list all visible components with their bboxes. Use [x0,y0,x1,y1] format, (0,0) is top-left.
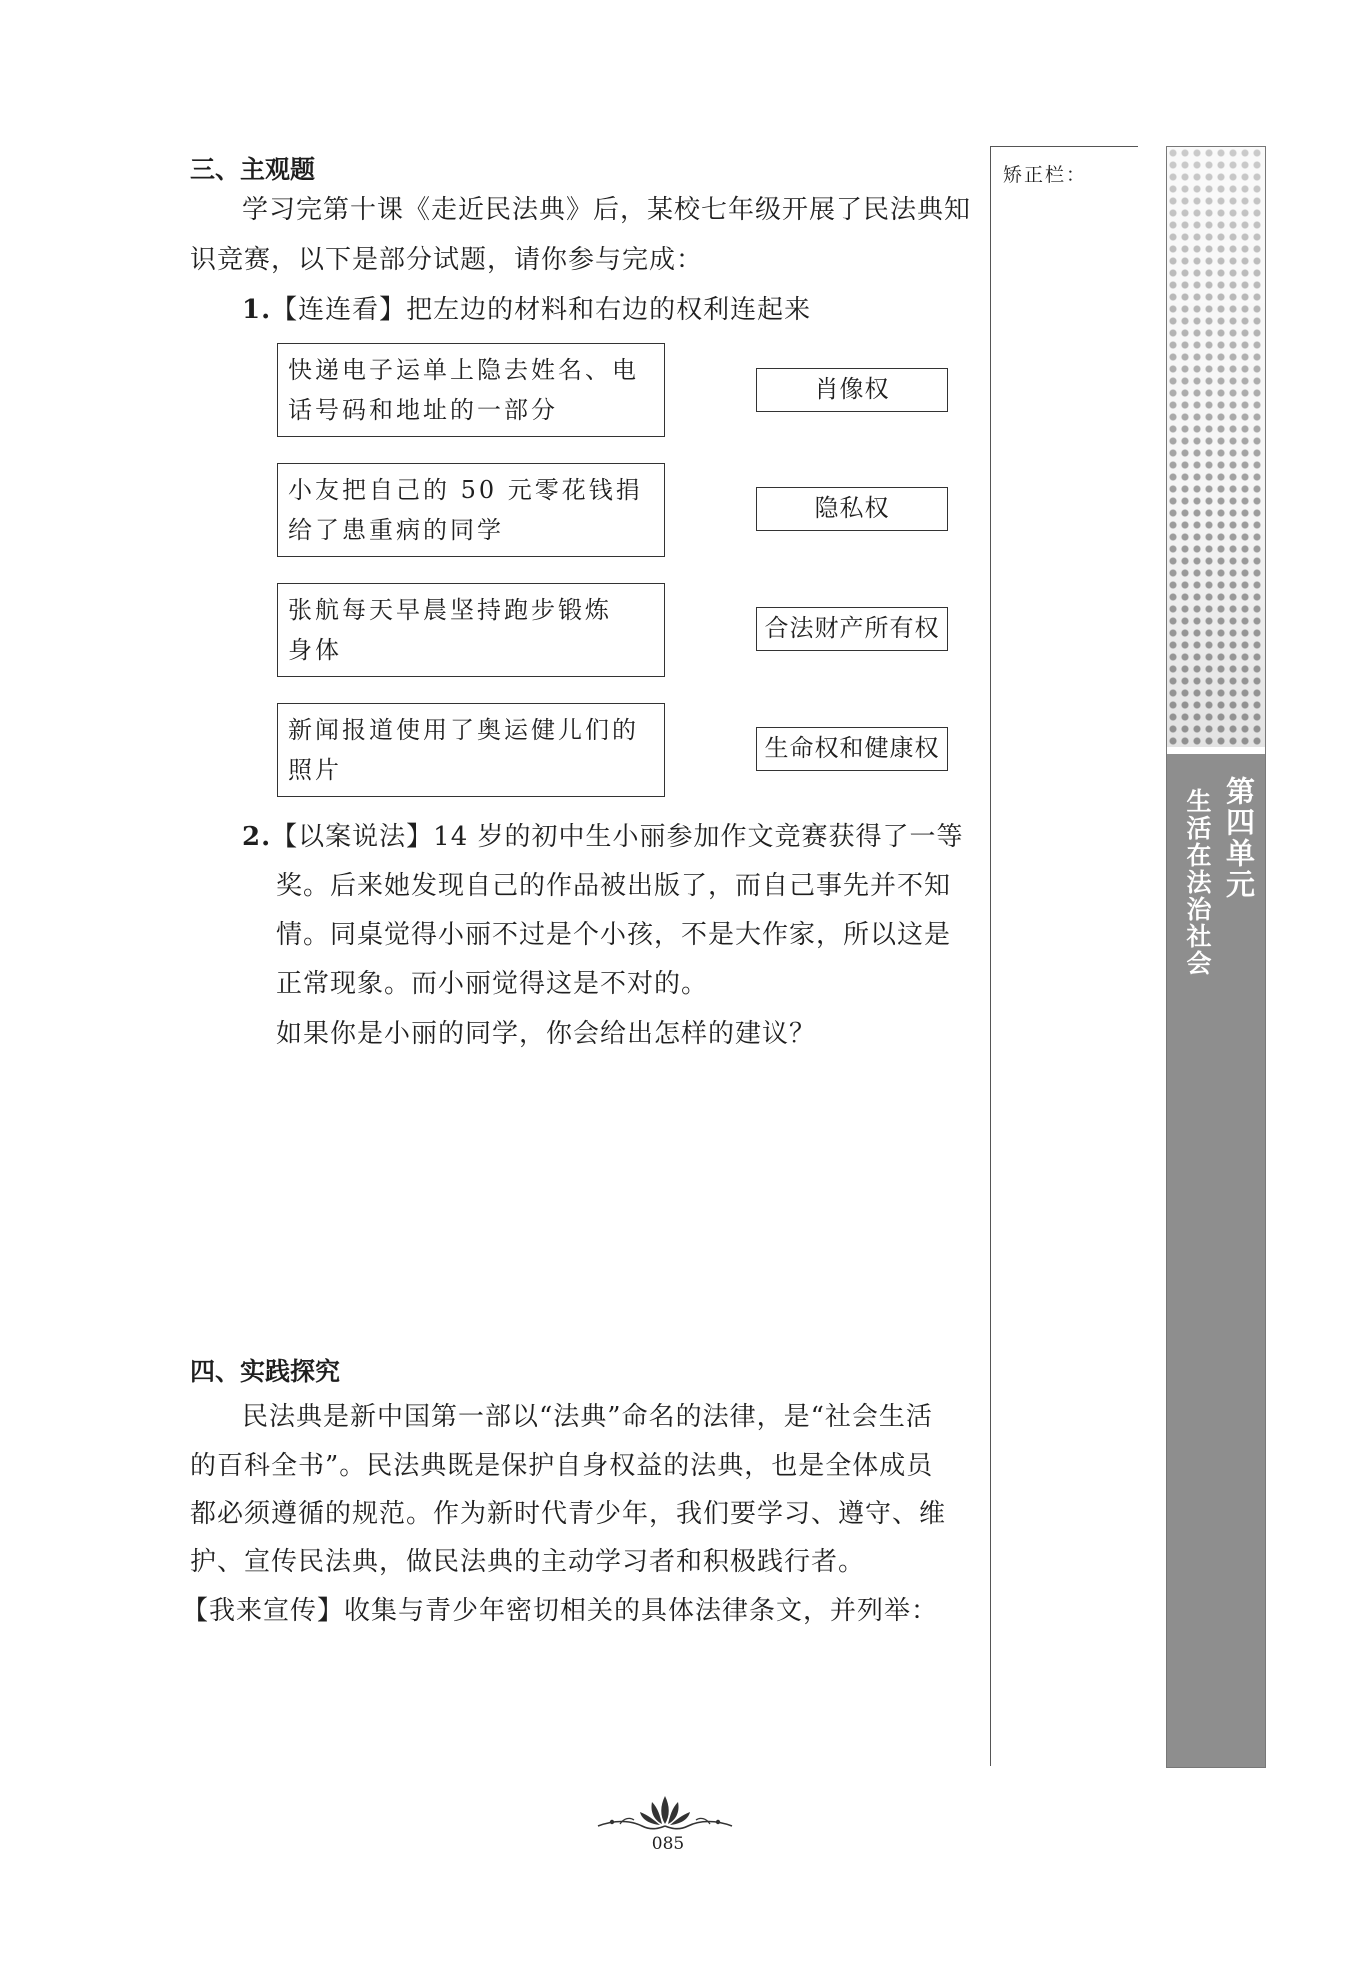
section-3-intro-line2: 识竞赛，以下是部分试题，请你参与完成： [190,245,704,275]
question-2-number: 2. [242,822,272,852]
material-box-3[interactable] [277,583,665,677]
answer-area[interactable] [276,1070,966,1340]
unit-sidebar [1166,146,1266,1768]
question-2-line3: 情。同桌觉得小丽不过是个小孩，不是大作家，所以这是 [276,920,952,950]
section-3-heading: 三、主观题 [190,155,316,184]
unit-number: 第四单元 [1222,776,1256,900]
question-2-text-line1: 14 岁的初中生小丽参加作文竞赛获得了一等 [433,822,964,852]
task-answer-area[interactable] [190,1640,960,1770]
question-1 [242,286,811,334]
right-box-2[interactable]: 隐私权 [756,487,948,531]
section-4-line3: 都必须遵循的规范。作为新时代青少年，我们要学习、遵守、维 [190,1499,947,1529]
margin-top-rule [990,146,1138,147]
correction-area[interactable] [996,200,1136,1760]
sidebar-title-panel [1167,751,1265,1768]
page-number: 085 [651,1834,685,1854]
question-1-number: 1. [242,295,272,325]
material-box-1[interactable] [277,343,665,437]
section-3-intro-line1: 学习完第十课《走近民法典》后，某校七年级开展了民法典知 [242,195,972,225]
material-box-4[interactable] [277,703,665,797]
question-1-tag: 【连连看】 [271,295,407,325]
material-box-2[interactable] [277,463,665,557]
section-4-line4: 护、宣传民法典，做民法典的主动学习者和积极践行者。 [190,1547,866,1577]
material-1-line2: 话号码和地址的一部分 [288,396,558,424]
section-4-task [182,1587,938,1635]
material-2-line2: 给了患重病的同学 [288,516,504,544]
section-4-task-tag: 【我来宣传】 [182,1596,345,1626]
question-2-tag: 【以案说法】 [271,822,434,852]
material-2-line1: 小友把自己的 50 元零花钱捐 [288,476,643,504]
unit-title: 生活在法治社会 [1183,788,1212,977]
question-2-line2: 奖。后来她发现自己的作品被出版了，而自己事先并不知 [276,871,952,901]
correction-label: 矫正栏： [1003,164,1088,186]
section-4-task-text: 收集与青少年密切相关的具体法律条文，并列举： [344,1596,939,1626]
material-3-line2: 身体 [288,636,342,664]
section-4-heading: 四、实践探究 [190,1357,341,1386]
margin-vertical-rule [990,146,991,1766]
section-4-line2: 的百科全书”。民法典既是保护自身权益的法典，也是全体成员 [190,1451,934,1481]
question-2-line1 [242,813,964,861]
sidebar-pattern-fade [1167,147,1265,747]
material-4-line2: 照片 [288,756,342,784]
right-box-3[interactable]: 合法财产所有权 [756,607,948,651]
material-4-line1: 新闻报道使用了奥运健儿们的 [288,716,639,744]
section-4-line1: 民法典是新中国第一部以“法典”命名的法律，是“社会生活 [242,1402,933,1432]
material-3-line1: 张航每天早晨坚持跑步锻炼 [288,596,612,624]
question-2-prompt: 如果你是小丽的同学，你会给出怎样的建议？ [276,1019,817,1049]
right-box-1[interactable]: 肖像权 [756,368,948,412]
question-1-text: 把左边的材料和右边的权利连起来 [406,295,812,325]
right-box-4[interactable]: 生命权和健康权 [756,727,948,771]
material-1-line1: 快递电子运单上隐去姓名、电 [288,356,639,384]
question-2-line4: 正常现象。而小丽觉得这是不对的。 [276,969,709,999]
